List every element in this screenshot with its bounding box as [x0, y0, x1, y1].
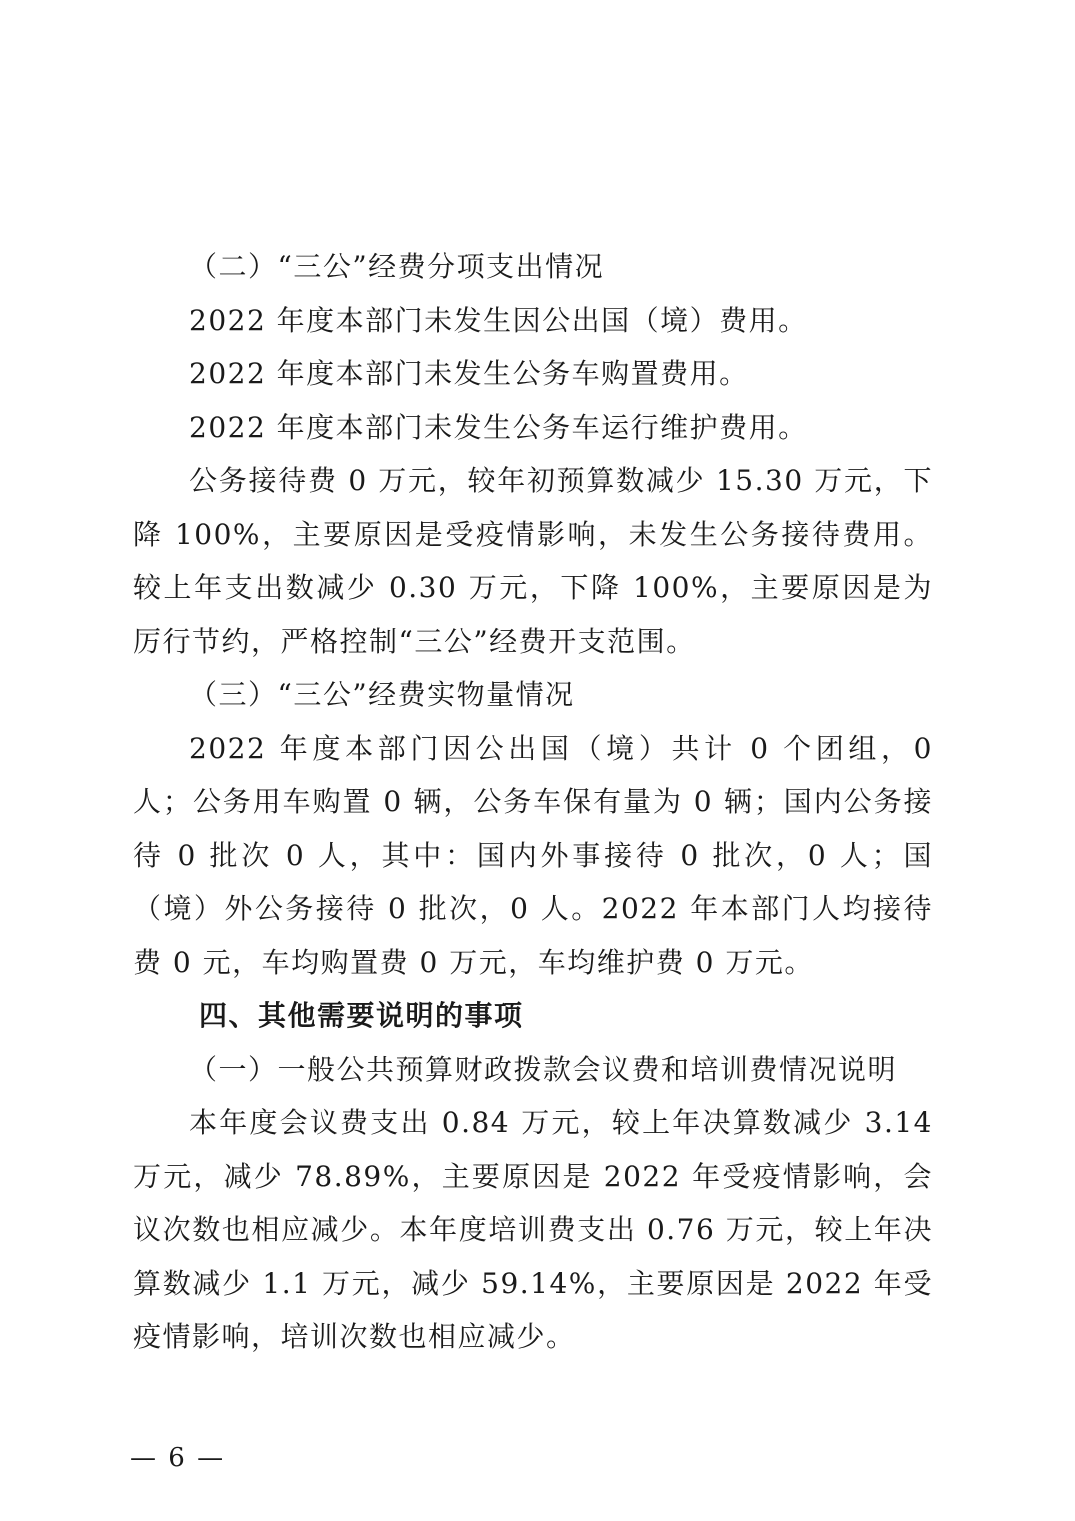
document-body	[133, 240, 933, 1364]
paragraph-overseas-travel: 2022 年度本部门未发生因公出国（境）费用。	[189, 303, 808, 337]
paragraph-meeting-training: 本年度会议费支出 0.84 万元，较上年决算数减少 3.14 万元，减少 78.89%，主要原因是 2022 年受疫情影响，会议次数也相应减少。本年度培训费支出 0.76 万元，较上年决算数减少 1.1 万元，减少 59.14%，主要原因是 2022 年受疫情影响，培训次数也相应减少。	[133, 1106, 933, 1353]
paragraph-vehicle-maintenance: 2022 年度本部门未发生公务车运行维护费用。	[189, 410, 808, 444]
subsection-heading-four-one: （一）一般公共预算财政拨款会议费和培训费情况说明	[189, 1052, 898, 1086]
paragraph-physical-quantity: 2022 年度本部门因公出国（境）共计 0 个团组，0 人；公务用车购置 0 辆，公务车保有量为 0 辆；国内公务接待 0 批次 0 人，其中：国内外事接待 0 批次，0 人；国（境）外公务接待 0 批次，0 人。2022 年本部门人均接待费 0 元，车均购置费 0 万元，车均维护费 0 万元。	[133, 731, 933, 979]
paragraph-vehicle-purchase: 2022 年度本部门未发生公务车购置费用。	[189, 357, 749, 390]
section-heading-four: 四、其他需要说明的事项	[199, 999, 524, 1032]
page-number: — 6 —	[130, 1443, 226, 1473]
paragraph-reception-expense: 公务接待费 0 万元，较年初预算数减少 15.30 万元，下降 100%，主要原因是受疫情影响，未发生公务接待费用。较上年支出数减少 0.30 万元，下降 100%，主要原因是为厉行节约，严格控制“三公”经费开支范围。	[133, 464, 933, 658]
subsection-heading-three: （三）“三公”经费实物量情况	[189, 678, 575, 711]
subsection-heading-two: （二）“三公”经费分项支出情况	[189, 250, 605, 283]
